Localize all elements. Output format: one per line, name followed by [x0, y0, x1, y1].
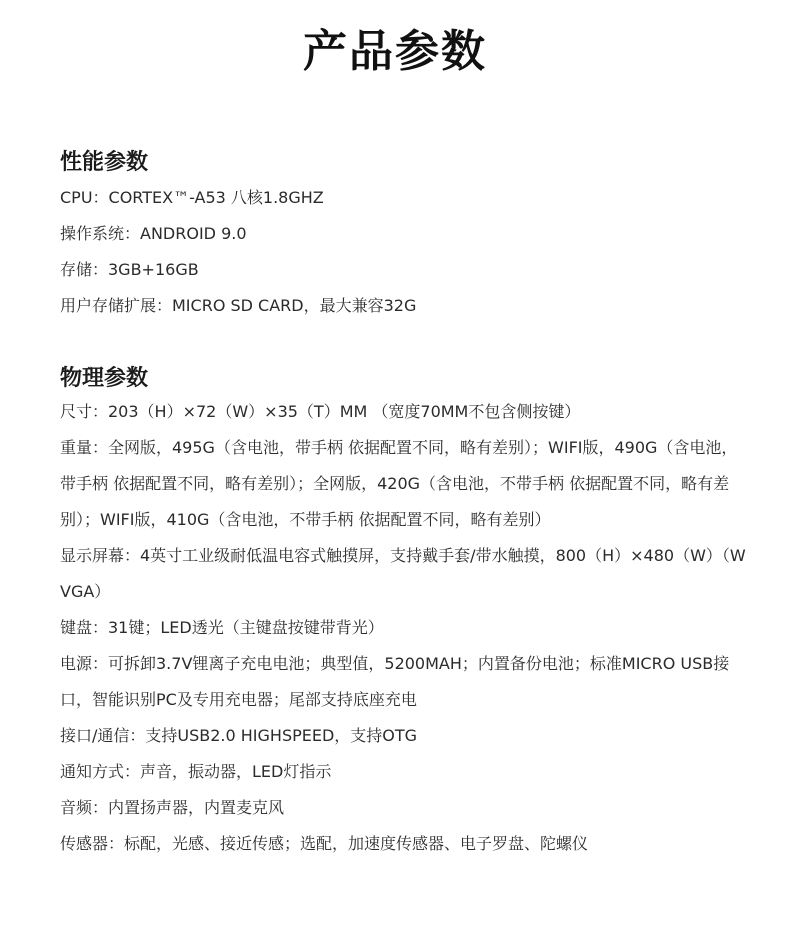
- spec-notification: 通知方式：声音，振动器，LED灯指示: [60, 762, 332, 781]
- spec-weight: 重量：全网版，495G（含电池，带手柄 依据配置不同，略有差别）；WIFI版，490G（含电池，带手柄 依据配置不同，略有差别）；全网版，420G（含电池，不带手柄 依据配置不同，略有差别）；WIFI版，410G（含电池，不带手柄 依据配置不同，略有差别）: [60, 438, 738, 529]
- physical-heading: 物理参数: [60, 366, 149, 391]
- spec-storage-expansion: 用户存储扩展：MICRO SD CARD，最大兼容32G: [60, 296, 417, 315]
- page-title: 产品参数: [303, 26, 487, 77]
- physical-section: [60, 362, 750, 862]
- spec-power: 电源：可拆卸3.7V锂离子充电电池；典型值，5200MAH；内置备份电池；标准MICRO USB接口，智能识别PC及专用充电器；尾部支持底座充电: [60, 654, 730, 709]
- spec-os: 操作系统：ANDROID 9.0: [60, 224, 247, 243]
- spec-storage: 存储：3GB+16GB: [60, 260, 199, 279]
- spec-audio: 音频：内置扬声器，内置麦克风: [60, 798, 285, 817]
- spec-keyboard: 键盘：31键；LED透光（主键盘按键带背光）: [60, 618, 384, 637]
- spec-sensors: 传感器：标配，光感、接近传感；选配，加速度传感器、电子罗盘、陀螺仪: [60, 834, 589, 853]
- performance-heading: 性能参数: [60, 150, 149, 175]
- spec-cpu: CPU：CORTEX™-A53 八核1.8GHZ: [60, 188, 324, 207]
- spec-display: 显示屏幕：4英寸工业级耐低温电容式触摸屏，支持戴手套/带水触摸，800（H）×480（W）（WVGA）: [60, 546, 746, 601]
- spec-dimensions: 尺寸：203（H）×72（W）×35（T）MM （宽度70MM不包含侧按键）: [60, 402, 581, 421]
- performance-section: [60, 146, 750, 324]
- performance-spec-list: [60, 180, 750, 324]
- physical-spec-list: [60, 394, 750, 862]
- spec-interface: 接口/通信：支持USB2.0 HIGHSPEED，支持OTG: [60, 726, 418, 745]
